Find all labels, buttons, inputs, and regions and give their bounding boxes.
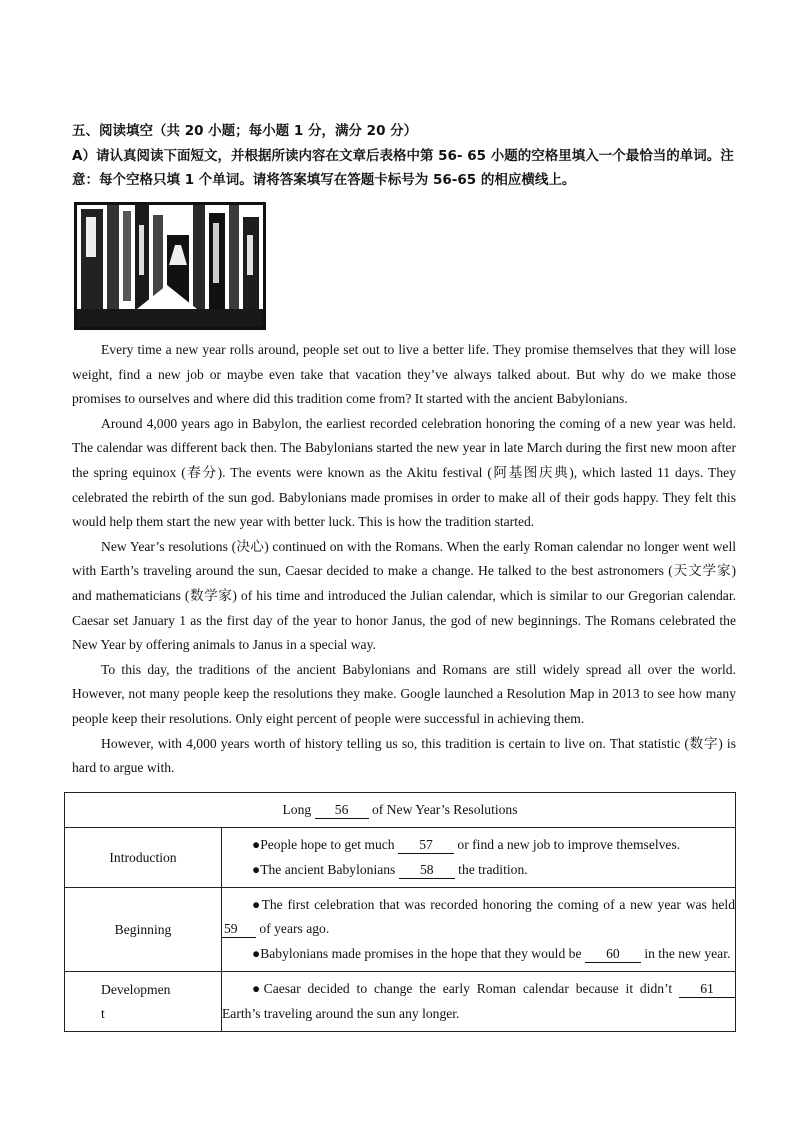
- table-title: [65, 793, 736, 828]
- row-content-development: [222, 972, 736, 1032]
- item-text: ●People hope to get much: [252, 837, 395, 852]
- item-text: Earth’s traveling around the sun any longer.: [222, 1005, 460, 1021]
- row-content-beginning: [222, 888, 736, 972]
- blank-58[interactable]: 58: [399, 862, 455, 879]
- item-text: the tradition.: [458, 861, 528, 877]
- blank-60[interactable]: 60: [585, 946, 641, 963]
- passage-paragraph-4: To this day, the traditions of the ancient Babylonians and Romans are still widely spread all over the world. However, not many people keep the resolutions they make. Google launched a Resolution Map in 2013 to see how many people keep their resolutions. Only eight percent of people were successful in achieving them.: [72, 661, 736, 726]
- item-text: ●Caesar decided to change the early Roman calendar because it didn’t: [252, 981, 673, 996]
- blank-57[interactable]: 57: [398, 837, 454, 854]
- row-label-development: Developmen t: [65, 972, 222, 1032]
- passage-paragraph-5: However, with 4,000 years worth of history telling us so, this tradition is certain to live on. That statistic (数字) is hard to argue with.: [72, 735, 736, 776]
- table-title-before: Long: [282, 801, 312, 817]
- illustration-image: [74, 202, 266, 330]
- item-text: or find a new job to improve themselves.: [457, 837, 681, 852]
- passage: [72, 338, 736, 781]
- blank-61[interactable]: 61: [679, 981, 735, 998]
- table-item: [222, 858, 735, 883]
- table-item: [222, 893, 735, 942]
- passage-paragraph-3: New Year’s resolutions (决心) continued on with the Romans. When the early Roman calendar no longer went well with Earth’s traveling around the sun, Caesar decided to make a change. He talked to the best astronomers (天文学家) and mathematicians (数学家) of his time and introduced the Julian calendar, which is similar to our Gregorian calendar. Caesar set January 1 as the first day of the year to honor Janus, the god of new beginnings. The Romans celebrated the New Year by offering animals to Janus in a special way.: [72, 538, 736, 653]
- item-text: ●Babylonians made promises in the hope that they would be: [252, 945, 582, 961]
- item-text: ●The first celebration that was recorded honoring the coming of a new year was held: [252, 896, 735, 912]
- section-title: 五、阅读填空（共 20 小题；每小题 1 分，满分 20 分）: [72, 123, 418, 139]
- row-label-beginning: Beginning: [65, 888, 222, 972]
- passage-paragraph-2: Around 4,000 years ago in Babylon, the earliest recorded celebration honoring the coming of a new year was held. The calendar was different back then. The Babylonians started the new year in late March during the first new moon after the spring equinox (春分). The events were known as the Akitu festival (阿基图庆典), which lasted 11 days. They celebrated the rebirth of the sun god. Babylonians made promises in order to make all of their gods happy. They felt this would help them start the new year with better luck. This is how the tradition started.: [72, 415, 736, 530]
- row-label-introduction: Introduction: [65, 828, 222, 888]
- table-item: [222, 977, 735, 1026]
- item-text: ●The ancient Babylonians: [252, 861, 396, 877]
- instructions: A）请认真阅读下面短文，并根据所读内容在文章后表格中第 56- 65 小题的空格里填入一个最恰当的单词。注意：每个空格只填 1 个单词。请将答案填写在答题卡标号为 56-65 的相应横线上。: [72, 148, 734, 188]
- table-title-after: of New Year’s Resolutions: [372, 801, 518, 817]
- exam-page: [72, 118, 736, 781]
- blank-59[interactable]: 59: [222, 921, 256, 938]
- row-content-introduction: [222, 828, 736, 888]
- blank-56[interactable]: 56: [315, 802, 369, 819]
- illustration-drawing: [77, 205, 263, 327]
- summary-table: [64, 792, 736, 1032]
- table-item: [222, 833, 735, 858]
- item-text: of years ago.: [259, 921, 330, 937]
- table-item: [222, 942, 735, 967]
- item-text: in the new year.: [644, 945, 731, 961]
- passage-paragraph-1: Every time a new year rolls around, people set out to live a better life. They promise themselves that they will lose weight, find a new job or maybe even take that vacation they’ve always talked about. But why do we make those promises to ourselves and where did this tradition come from? It started with the ancient Babylonians.: [72, 342, 736, 407]
